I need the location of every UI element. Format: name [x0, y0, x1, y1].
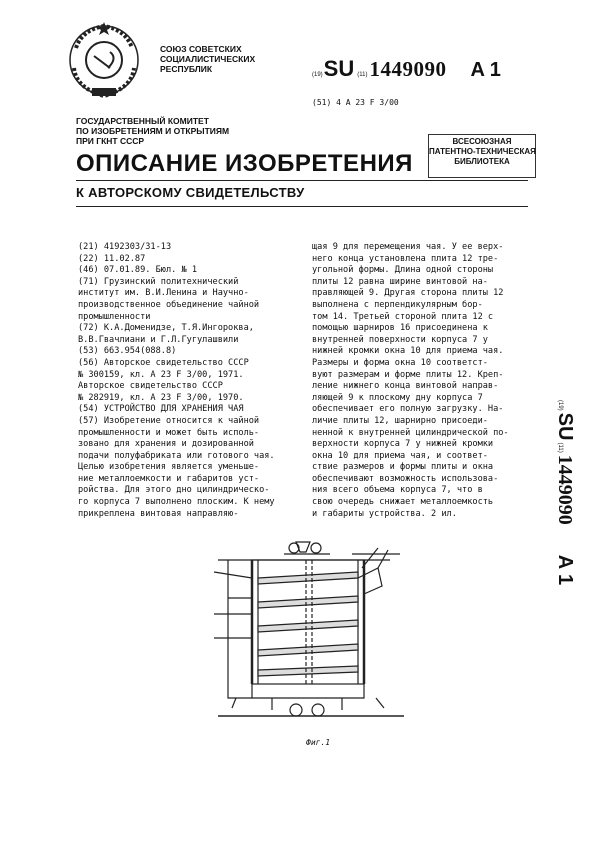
text-line: том 14. Третьей стороной плита 12 с: [312, 311, 494, 322]
text-line: В.В.Гвачлиани и Г.Л.Гугулашвили: [78, 334, 239, 345]
ipc-classification: (51) 4 A 23 F 3/00: [312, 98, 399, 107]
device-drawing: [212, 538, 412, 738]
text-line: зовано для хранения и дозированной: [78, 439, 254, 450]
stamp-line: ВСЕСОЮЗНАЯ: [452, 137, 512, 146]
text-line: окна 10 для приема чая, и соответ-: [312, 450, 488, 461]
kind-code: A 1: [554, 554, 576, 586]
org-line: СОЦИАЛИСТИЧЕСКИХ: [160, 54, 256, 64]
committee-line: ГОСУДАРСТВЕННЫЙ КОМИТЕТ: [76, 116, 209, 126]
text-line: Размеры и форма окна 10 соответст-: [312, 357, 488, 368]
text-line: (22) 11.02.87: [78, 253, 146, 264]
text-line: подачи полуфабриката или готового чая.: [78, 450, 275, 461]
document-subtitle: К АВТОРСКОМУ СВИДЕТЕЛЬСТВУ: [76, 185, 305, 200]
kind-code: A 1: [470, 59, 501, 81]
text-line: Целью изобретения является уменьше-: [78, 462, 260, 473]
text-line: угольной формы. Длина одной стороны: [312, 265, 494, 276]
text-line: (54) УСТРОЙСТВО ДЛЯ ХРАНЕНИЯ ЧАЯ: [78, 404, 244, 415]
subtitle-rule: [76, 206, 528, 207]
text-line: (72) К.А.Доменидзе, Т.Я.Ингороква,: [78, 323, 254, 334]
country-code: SU: [323, 56, 355, 81]
number-code-label: (11): [357, 72, 368, 78]
text-line: свою очередь снижает металлоемкость: [312, 497, 494, 508]
ussr-emblem: [62, 18, 146, 104]
text-line: помощью шарниров 16 присоединена к: [312, 323, 488, 334]
text-line: обеспечивает его полную загрузку. На-: [312, 404, 504, 415]
stamp-line: БИБЛИОТЕКА: [454, 157, 510, 166]
text-line: верхности корпуса 7 у нижней кромки: [312, 439, 494, 450]
text-line: № 282919, кл. А 23 F 3/00, 1970.: [78, 392, 244, 403]
publication-number: [312, 56, 501, 82]
text-line: него конца установлена плита 12 тре-: [312, 253, 499, 264]
text-line: (53) 663.954(088.8): [78, 346, 177, 357]
text-line: ния всего объема корпуса 7, что в: [312, 485, 483, 496]
document-title: ОПИСАНИЕ ИЗОБРЕТЕНИЯ: [76, 150, 413, 177]
text-line: правляющей 9. Другая сторона плиты 12: [312, 288, 504, 299]
country-code-label: (19): [312, 72, 323, 78]
library-stamp: [428, 134, 536, 178]
text-line: (21) 4192303/31-13: [78, 242, 172, 252]
figure-caption: Фиг.1: [306, 738, 331, 747]
text-line: институт им. В.И.Ленина и Научно-: [78, 288, 249, 299]
text-line: обеспечивают возможность использова-: [312, 473, 499, 484]
stamp-line: ПАТЕНТНО-ТЕХНИЧЕСКАЯ: [429, 147, 536, 156]
vertical-patent-number: [553, 398, 576, 585]
text-line: производственное объединение чайной: [78, 299, 260, 310]
country-code: SU: [554, 412, 576, 441]
number-code-label: (11): [557, 442, 563, 453]
text-line: го корпуса 7 выполнено плоским. К нему: [78, 497, 275, 508]
text-line: вуют размерам и форме плиты 12. Креп-: [312, 369, 504, 380]
text-line: промышленности: [78, 311, 151, 322]
text-line: ствие размеров и формы плиты и окна: [312, 462, 494, 473]
org-name: [160, 44, 255, 74]
patent-number: 1449090: [554, 454, 576, 525]
text-line: личие плиты 12, шарнирно присоеди-: [312, 415, 488, 426]
text-line: (46) 07.01.89. Бюл. № 1: [78, 265, 197, 276]
abstract-column: [312, 242, 509, 520]
text-line: (57) Изобретение относится к чайной: [78, 415, 260, 426]
committee-line: ПО ИЗОБРЕТЕНИЯМ И ОТКРЫТИЯМ: [76, 126, 230, 136]
committee-line: ПРИ ГКНТ СССР: [76, 136, 145, 146]
text-line: промышленности и может быть исполь-: [78, 427, 260, 438]
text-line: нижней кромки окна 10 для приема чая.: [312, 346, 504, 357]
patent-number: 1449090: [369, 57, 447, 81]
text-line: ляющей 9 к плоскому дну корпуса 7: [312, 392, 483, 403]
text-line: ние металлоемкости и габаритов уст-: [78, 473, 260, 484]
text-line: ройства. Для этого дно цилиндрическо-: [78, 485, 270, 496]
text-line: и габариты устройства. 2 ил.: [312, 508, 457, 519]
text-line: щая 9 для перемещения чая. У ее верх-: [312, 242, 504, 252]
text-line: № 300159, кл. А 23 F 3/00, 1971.: [78, 369, 244, 380]
text-line: (71) Грузинский политехнический: [78, 276, 239, 287]
text-line: ление нижнего конца винтовой направ-: [312, 381, 499, 392]
text-line: плиты 12 равна ширине винтовой на-: [312, 276, 488, 287]
text-line: прикреплена винтовая направляю-: [78, 508, 239, 519]
text-line: выполнена с перпендикулярным бор-: [312, 299, 483, 310]
country-code-label: (19): [557, 400, 563, 411]
text-line: Авторское свидетельство СССР: [78, 381, 223, 392]
org-line: СОЮЗ СОВЕТСКИХ: [160, 44, 242, 54]
committee-name: [76, 116, 229, 146]
text-line: внутренней поверхности корпуса 7 у: [312, 334, 488, 345]
text-line: ненной к внутренней цилиндрической по-: [312, 427, 509, 438]
bibliographic-column: [78, 242, 275, 520]
text-line: (56) Авторское свидетельство СССР: [78, 357, 249, 368]
title-rule: [76, 180, 528, 181]
org-line: РЕСПУБЛИК: [160, 64, 213, 74]
